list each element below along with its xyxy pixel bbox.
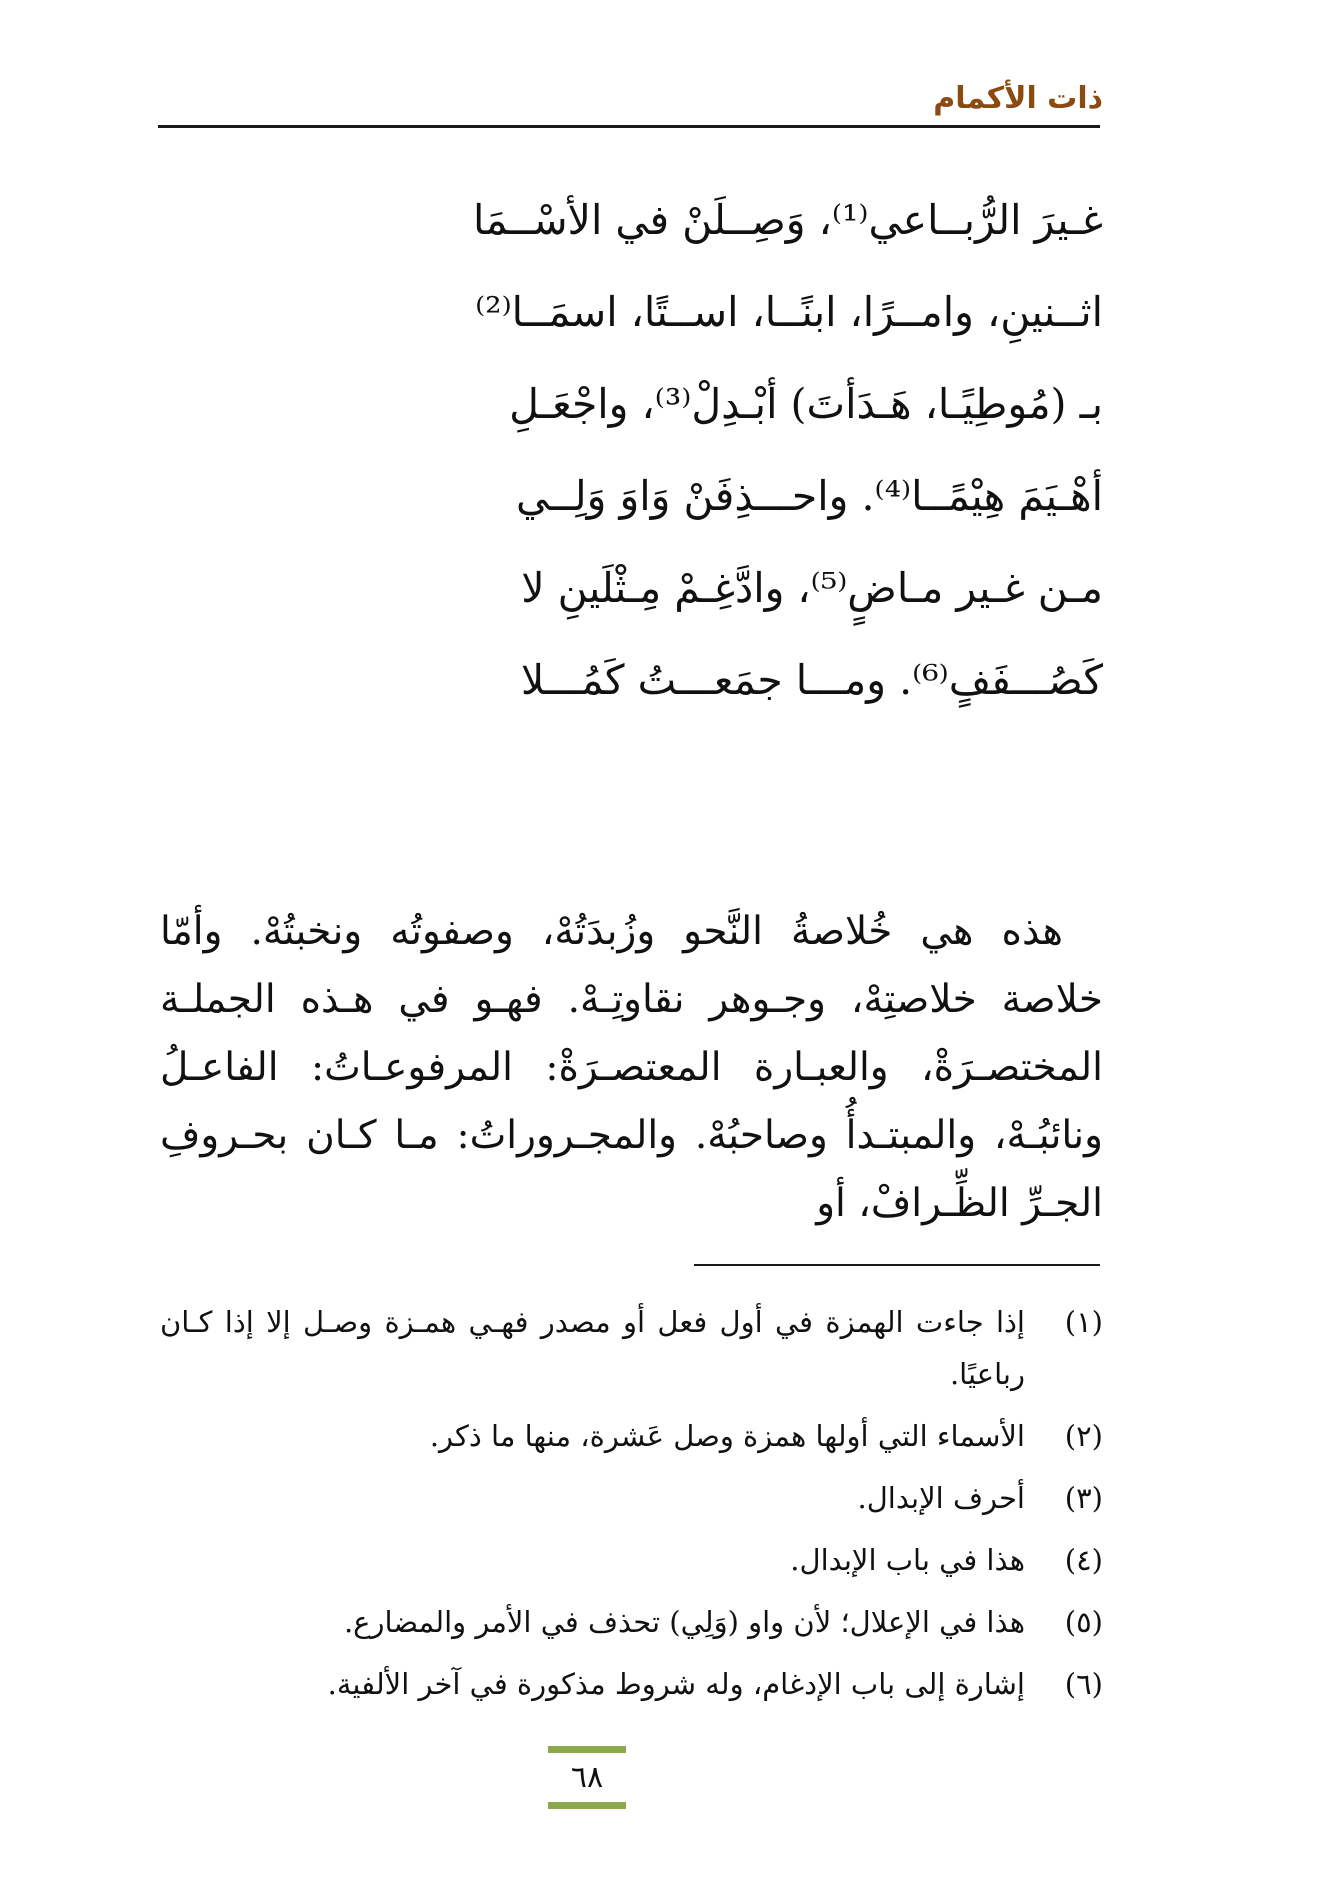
footnote-1 xyxy=(160,1296,1103,1400)
footnotes xyxy=(160,1296,1103,1720)
verse-line-5: مـن غـير مـاضٍ⁽⁵⁾، وادَّغِـمْ مِـثْلَينِ لا xyxy=(521,564,1103,612)
footnote-text: إشارة إلى باب الإدغام، وله شروط مذكورة في آخر الألفية. xyxy=(327,1667,1025,1701)
page-number-box xyxy=(548,1746,626,1810)
verse-line-1: غـيرَ الرُّبــاعي⁽¹⁾، وَصِــلَنْ في الأسْــمَا xyxy=(472,196,1103,244)
footnote-6 xyxy=(160,1658,1103,1710)
footnote-number: (٤) xyxy=(1064,1543,1103,1577)
footnote-number: (٢) xyxy=(1064,1419,1103,1453)
footnote-number: (٣) xyxy=(1064,1481,1103,1515)
footnote-number: (٥) xyxy=(1064,1605,1103,1639)
footnote-4 xyxy=(160,1534,1103,1586)
verse-line-6: كَصُـــفَفٍ⁽⁶⁾. ومـــا جمَعـــتُ كَمُـــلا xyxy=(520,656,1103,704)
page-number: ٦٨ xyxy=(570,1760,604,1795)
footnote-text: هذا في الإعلال؛ لأن واو (وَلِي) تحذف في الأمر والمضارع. xyxy=(343,1605,1025,1639)
footnote-number: (١) xyxy=(1064,1305,1103,1339)
footnote-separator xyxy=(694,1264,1100,1266)
footnote-text: هذا في باب الإبدال. xyxy=(790,1543,1025,1577)
page-number-bar-bottom xyxy=(548,1802,626,1809)
header-rule xyxy=(158,125,1100,128)
verse-line-3: بـ (مُوطِيًـا، هَـدَأتَ) أبْـدِلْ⁽³⁾، واجْعَـلِ xyxy=(509,380,1103,428)
footnote-2 xyxy=(160,1410,1103,1462)
footnote-3 xyxy=(160,1472,1103,1524)
page-number-bar-top xyxy=(548,1746,626,1753)
verse-line-4: أهْـيَمَ هِيْمًــا⁽⁴⁾. واحـــذِفَنْ وَاوَ وَلِــي xyxy=(515,472,1103,520)
footnote-text: إذا جاءت الهمزة في أول فعل أو مصدر فهـي همـزة وصـل إلا إذا كـان رباعيًا. xyxy=(160,1305,1025,1391)
footnote-5 xyxy=(160,1596,1103,1648)
prose-paragraph: هذه هي خُلاصةُ النَّحو وزُبدَتُهْ، وصفوتُه ونخبتُهْ. وأمّا خلاصة خلاصتِهْ، وجـوهر نقاوتِـهْ. فهـو في هـذه الجملـة المختصـرَةْ، والعبـارة المعتصـرَةْ: المرفوعـاتُ: الفاعـلُ ونائبُـهْ، والمبتـدأُ وصاحبُهْ. والمجـروراتُ: مـا كـان بحـروفِ الجـرِّ الظِّـرافْ، أو xyxy=(160,909,1103,1226)
running-title: ذات الأكمام xyxy=(933,81,1103,116)
verse-line-2: اثــنينِ، وامــرًا، ابنًــا، اســتًا، اسمَــا⁽²⁾ xyxy=(475,288,1103,336)
footnote-number: (٦) xyxy=(1064,1667,1103,1701)
footnote-text: أحرف الإبدال. xyxy=(857,1481,1025,1515)
footnote-text: الأسماء التي أولها همزة وصل عَشرة، منها ما ذكر. xyxy=(429,1419,1025,1453)
